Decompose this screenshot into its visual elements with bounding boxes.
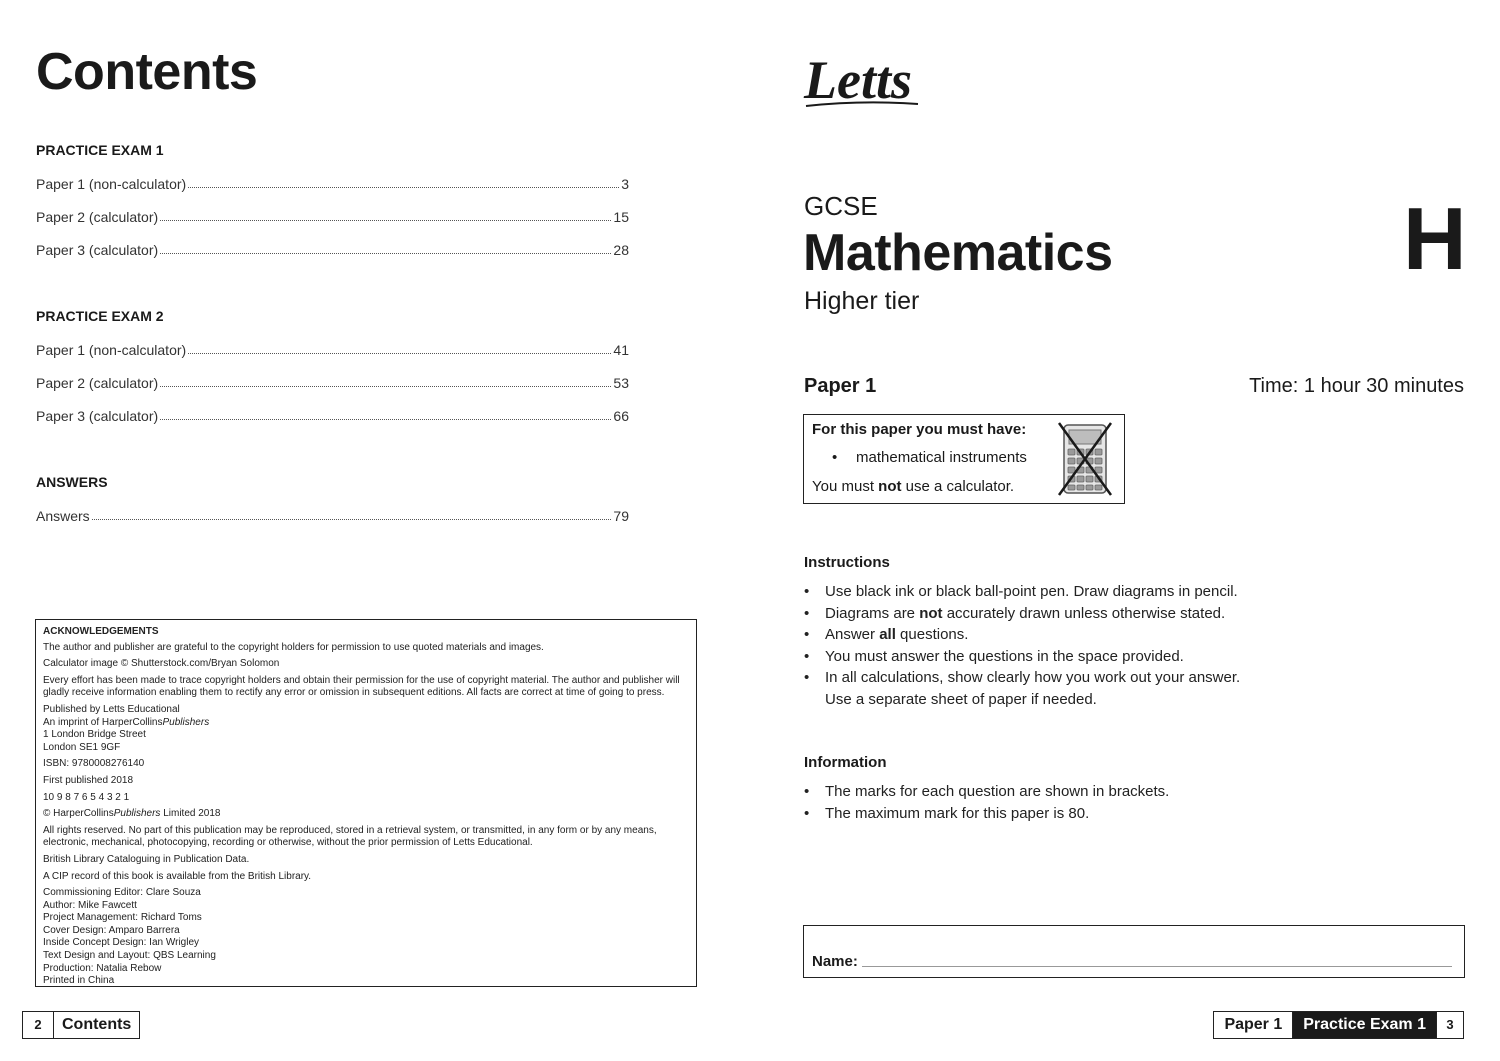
credit-line: Project Management: Richard Toms (43, 912, 202, 924)
footer-label: Contents (62, 1016, 132, 1033)
requirements-title: For this paper you must have: (812, 421, 1027, 438)
toc-heading: PRACTICE EXAM 2 (36, 308, 164, 324)
toc-entry-page: 53 (613, 375, 629, 391)
name-write-line[interactable] (862, 966, 1452, 967)
ack-paragraph: The author and publisher are grateful to the copyright holders for permission to use quoted materials and images. (43, 641, 544, 653)
toc-entry-label: Paper 1 (non-calculator) (36, 176, 187, 192)
cip-line: British Library Cataloguing in Publication Data. (43, 853, 250, 865)
publisher-line: Published by Letts Educational (43, 703, 180, 715)
instruction-text: In all calculations, show clearly how you work out your answer. (825, 669, 1241, 686)
note-text: use a calculator. (901, 478, 1015, 495)
credit-line: Commissioning Editor: Clare Souza (43, 887, 201, 899)
toc-entry-label: Answers (36, 508, 90, 524)
copyright-italic: Publishers (113, 808, 161, 820)
logo-text: Letts (804, 50, 912, 110)
note-emphasis: not (878, 478, 902, 495)
instruction-continuation: Use a separate sheet of paper if needed. (825, 690, 1097, 708)
information-item: • The marks for each question are shown in brackets. (804, 781, 1169, 803)
acknowledgements-title: ACKNOWLEDGEMENTS (43, 626, 159, 637)
toc-entry-page: 3 (621, 176, 629, 192)
toc-entry[interactable] (36, 407, 629, 424)
publisher-address (43, 704, 689, 754)
publisher-line (43, 717, 689, 730)
instructions-title: Instructions (804, 554, 890, 571)
first-published: First published 2018 (43, 774, 134, 786)
toc-entry-page: 28 (613, 242, 629, 258)
page-title: Contents (36, 43, 258, 101)
instruction-text: You must answer the questions in the space provided. (825, 647, 1184, 665)
toc-section-practice-exam-1 (36, 142, 629, 274)
toc-entry[interactable] (36, 175, 629, 192)
toc-entry[interactable] (36, 241, 629, 258)
paper-label: Paper 1 (804, 375, 877, 397)
information-list (804, 781, 1169, 824)
page-number: 2 (23, 1012, 54, 1038)
instruction-item: • You must answer the questions in the space provided. (804, 646, 1240, 668)
credit-line: Inside Concept Design: Ian Wrigley (43, 937, 200, 949)
information-text: The maximum mark for this paper is 80. (825, 804, 1090, 822)
publisher-imprint-italic: Publishers (162, 716, 210, 728)
ack-image-credit: Calculator image © Shutterstock.com/Bryan Solomon (43, 658, 280, 670)
instruction-item: • Use black ink or black ball-point pen. Draw diagrams in pencil. (804, 581, 1240, 603)
calculator-note (812, 478, 1014, 495)
toc-section-practice-exam-2 (36, 308, 629, 440)
tier-letter: H (1403, 189, 1467, 288)
toc-entry[interactable] (36, 208, 629, 225)
instructions-list (804, 581, 1240, 710)
footer-paper-label: Paper 1 (1214, 1012, 1293, 1038)
information-item: • The maximum mark for this paper is 80. (804, 803, 1169, 825)
instruction-text: Answer (825, 626, 880, 643)
toc-leader-dots (160, 252, 611, 254)
letts-logo (802, 50, 922, 117)
copyright-line (43, 808, 689, 821)
isbn: ISBN: 9780008276140 (43, 758, 145, 770)
information-text: The marks for each question are shown in brackets. (825, 783, 1170, 800)
toc-leader-dots (160, 418, 611, 420)
toc-section-answers (36, 474, 629, 540)
instruction-emphasis: all (879, 626, 896, 643)
toc-entry-label: Paper 3 (calculator) (36, 408, 159, 424)
credit-line: Cover Design: Amparo Barrera (43, 924, 180, 936)
toc-leader-dots (160, 385, 611, 387)
instruction-emphasis: not (919, 604, 943, 622)
toc-leader-dots (160, 219, 611, 221)
tier-label: Higher tier (804, 287, 920, 315)
instruction-item: • In all calculations, show clearly how you work out your answer. (804, 667, 1240, 689)
footer-right (1213, 1011, 1464, 1039)
credit-line: Text Design and Layout: QBS Learning (43, 950, 216, 962)
instruction-text: Diagrams are (825, 604, 920, 622)
crossed-out-calculator-icon (1056, 421, 1114, 497)
page-number: 3 (1436, 1012, 1463, 1038)
toc-entry[interactable] (36, 507, 629, 524)
footer-left (22, 1011, 140, 1039)
toc-leader-dots (188, 186, 619, 188)
letts-logo-wordmark (802, 50, 922, 112)
publisher-line: 1 London Bridge Street (43, 729, 146, 741)
acknowledgements-box (35, 619, 697, 987)
credit-line: Author: Mike Fawcett (43, 899, 137, 911)
name-label: Name: (812, 953, 858, 970)
requirements-item: • mathematical instruments (832, 449, 1027, 466)
credit-line: Production: Natalia Rebow (43, 962, 162, 974)
instruction-text: Use black ink or black ball-point pen. Draw diagrams in pencil. (825, 583, 1238, 600)
requirements-item-text: mathematical instruments (856, 449, 1027, 466)
instruction-text: accurately drawn unless otherwise stated. (942, 604, 1226, 622)
toc-entry-page: 79 (613, 508, 629, 524)
toc-leader-dots (188, 352, 611, 354)
name-box[interactable] (803, 925, 1465, 978)
toc-entry-label: Paper 2 (calculator) (36, 375, 159, 391)
toc-entry-label: Paper 2 (calculator) (36, 209, 159, 225)
copyright-text: Limited 2018 (160, 808, 221, 820)
copyright-text: © HarperCollins (43, 808, 114, 820)
publisher-imprint: An imprint of HarperCollins (43, 716, 163, 728)
qualification: GCSE (804, 191, 878, 221)
toc-heading: ANSWERS (36, 474, 108, 490)
footer-exam-label: Practice Exam 1 (1293, 1012, 1436, 1038)
information-title: Information (804, 754, 887, 771)
credit-line: Printed in China (43, 975, 115, 987)
rights-notice: All rights reserved. No part of this publication may be reproduced, stored in a retrieval system, or transmitted, in any form or by any means, electronic, mechanical, photocopying, recording or otherwise, without the prior permission of Letts Educational. (43, 824, 657, 849)
instruction-text: questions. (895, 626, 969, 643)
print-line: 10 9 8 7 6 5 4 3 2 1 (43, 791, 130, 803)
toc-entry[interactable] (36, 374, 629, 391)
toc-entry-label: Paper 3 (calculator) (36, 242, 159, 258)
instruction-item: • Answer all questions. (804, 626, 969, 643)
publisher-line: London SE1 9GF (43, 741, 121, 753)
credits-list (43, 887, 689, 988)
subject-title: Mathematics (803, 224, 1113, 282)
toc-entry[interactable] (36, 341, 629, 358)
toc-entry-page: 66 (613, 408, 629, 424)
toc-heading: PRACTICE EXAM 1 (36, 142, 164, 158)
toc-entry-label: Paper 1 (non-calculator) (36, 342, 187, 358)
instruction-item: • Diagrams are not accurately drawn unless otherwise stated. (804, 604, 1226, 622)
cip-line: A CIP record of this book is available from the British Library. (43, 870, 312, 882)
toc-entry-page: 15 (613, 209, 629, 225)
requirements-box (803, 414, 1125, 504)
toc-entry-page: 41 (613, 342, 629, 358)
ack-paragraph: Every effort has been made to trace copyright holders and obtain their permission for the use of copyright material. The author and publisher will gladly receive information enabling them to rectify any error or omission in subsequent editions. All facts are correct at time of going to press. (43, 674, 680, 699)
toc-leader-dots (92, 518, 612, 520)
note-text: You must (812, 478, 879, 495)
time-allowed: Time: 1 hour 30 minutes (1249, 375, 1464, 397)
